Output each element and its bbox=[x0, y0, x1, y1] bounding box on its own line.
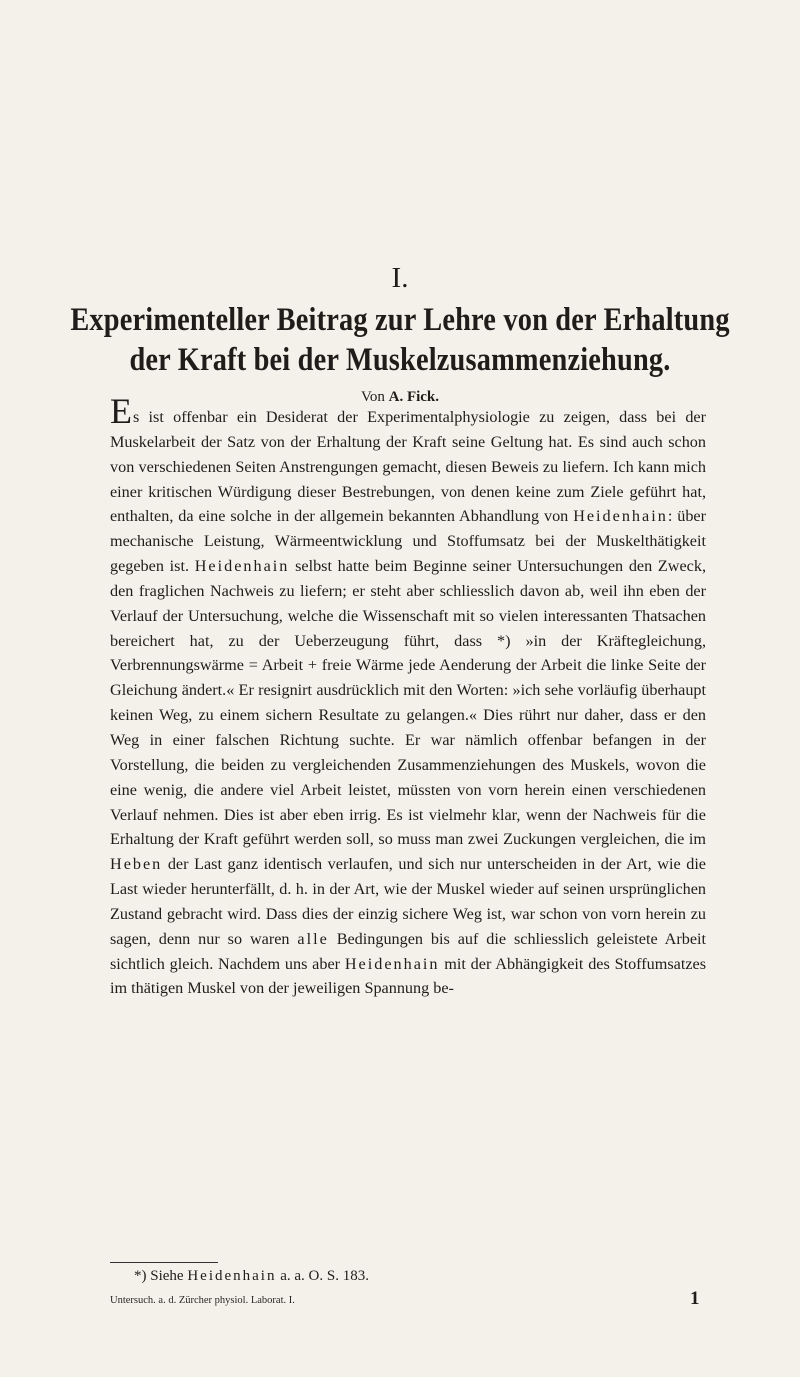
text-run: der Last ganz identisch verlaufen, und sich nur unterscheiden in der Art, wie die Last wieder herunterfällt, d. h. in der Art, wie der Muskel wieder auf seinen ursprünglichen Zustand gebracht wird. Dass dies der einzig sichere Weg ist, war schon von vorn herein zu sagen, denn nur so waren bbox=[110, 855, 706, 948]
text-run: selbst hatte beim Beginne seiner Untersuchungen den Zweck, den fraglichen Nachweis zu liefern; er steht aber schliesslich davon ab, weil ihn eben der Verlauf der Untersuchung, welche die Wissenschaft mit so vielen interessanten Thatsachen bereichert hat, zu der Ueberzeugung führt, dass *) »in der Kräftegleichung, Verbrennungswärme = Arbeit + freie Wärme jede Aenderung der Arbeit die linke Seite der Gleichung ändert.« Er resignirt ausdrücklich mit den Worten: »ich sehe vorläufig überhaupt keinen Weg, zu einem sichern Resultate zu gelangen.« Dies rührt nur daher, dass er den Weg in einer falschen Richtung suchte. Er war nämlich offenbar befangen in der Vorstellung, die beiden zu vergleichenden Zusammenziehungen des Muskels, wovon die eine wenig, die andere viel Arbeit leistet, müssten von vorn herein einen verschiedenen Verlauf nehmen. Dies ist aber eben irrig. Es ist vielmehr klar, wenn der Nachweis für die Erhaltung der Kraft geführt werden soll, so muss man zwei Zuckungen vergleichen, die im bbox=[110, 557, 707, 849]
title-line-1: Experimenteller Beitrag zur Lehre von der Erhaltung bbox=[70, 302, 730, 338]
title-line-2: der Kraft bei der Muskelzusammenziehung. bbox=[129, 342, 671, 378]
footnote-rule bbox=[110, 1262, 218, 1263]
spaced-name: Heidenhain bbox=[194, 557, 290, 576]
article-title bbox=[56, 300, 744, 380]
author-name: A. Fick. bbox=[388, 389, 440, 405]
signature-mark: 1 bbox=[690, 1288, 700, 1309]
footnote bbox=[134, 1268, 714, 1285]
drop-cap: E bbox=[110, 391, 132, 431]
text-run: mit der Abhängigkeit des Stoffumsatzes im thätigen Muskel von der jeweiligen Spannung be- bbox=[110, 954, 706, 998]
text-run: : über mechanische Leistung, Wärmeentwicklung und Stoffumsatz bei der Muskelthätigkeit gegeben ist. bbox=[110, 507, 706, 576]
text-run: Bedingungen bis auf die schliesslich geleistete Arbeit sichtlich gleich. Nachdem uns aber bbox=[110, 929, 706, 973]
byline-prefix: Von bbox=[360, 389, 385, 405]
spaced-word: alle bbox=[297, 929, 329, 948]
spaced-word: Heben bbox=[110, 855, 163, 874]
source-line: Untersuch. a. d. Zürcher physiol. Laborat. I. bbox=[110, 1295, 295, 1306]
spaced-name: Heidenhain bbox=[573, 507, 668, 526]
footnote-ref: a. a. O. S. 183. bbox=[276, 1268, 369, 1284]
footnote-name: Heidenhain bbox=[187, 1268, 277, 1284]
footnote-marker: *) Siehe bbox=[134, 1268, 188, 1284]
spaced-name: Heidenhain bbox=[344, 954, 440, 973]
text-run: s ist offenbar ein Desiderat der Experimentalphysiologie zu zeigen, dass bei der Muskelarbeit der Satz von der Erhaltung der Kraft seine Geltung hat. Es sind auch schon von verschiedenen Seiten Anstrengungen gemacht, diesen Beweis zu liefern. Ich kann mich einer kritischen Würdigung dieser Bestrebungen, von denen keine zum Ziele geführt hat, enthalten, da eine solche in der allgemein bekannten Abhandlung von bbox=[110, 408, 706, 526]
chapter-number: I. bbox=[391, 262, 409, 294]
